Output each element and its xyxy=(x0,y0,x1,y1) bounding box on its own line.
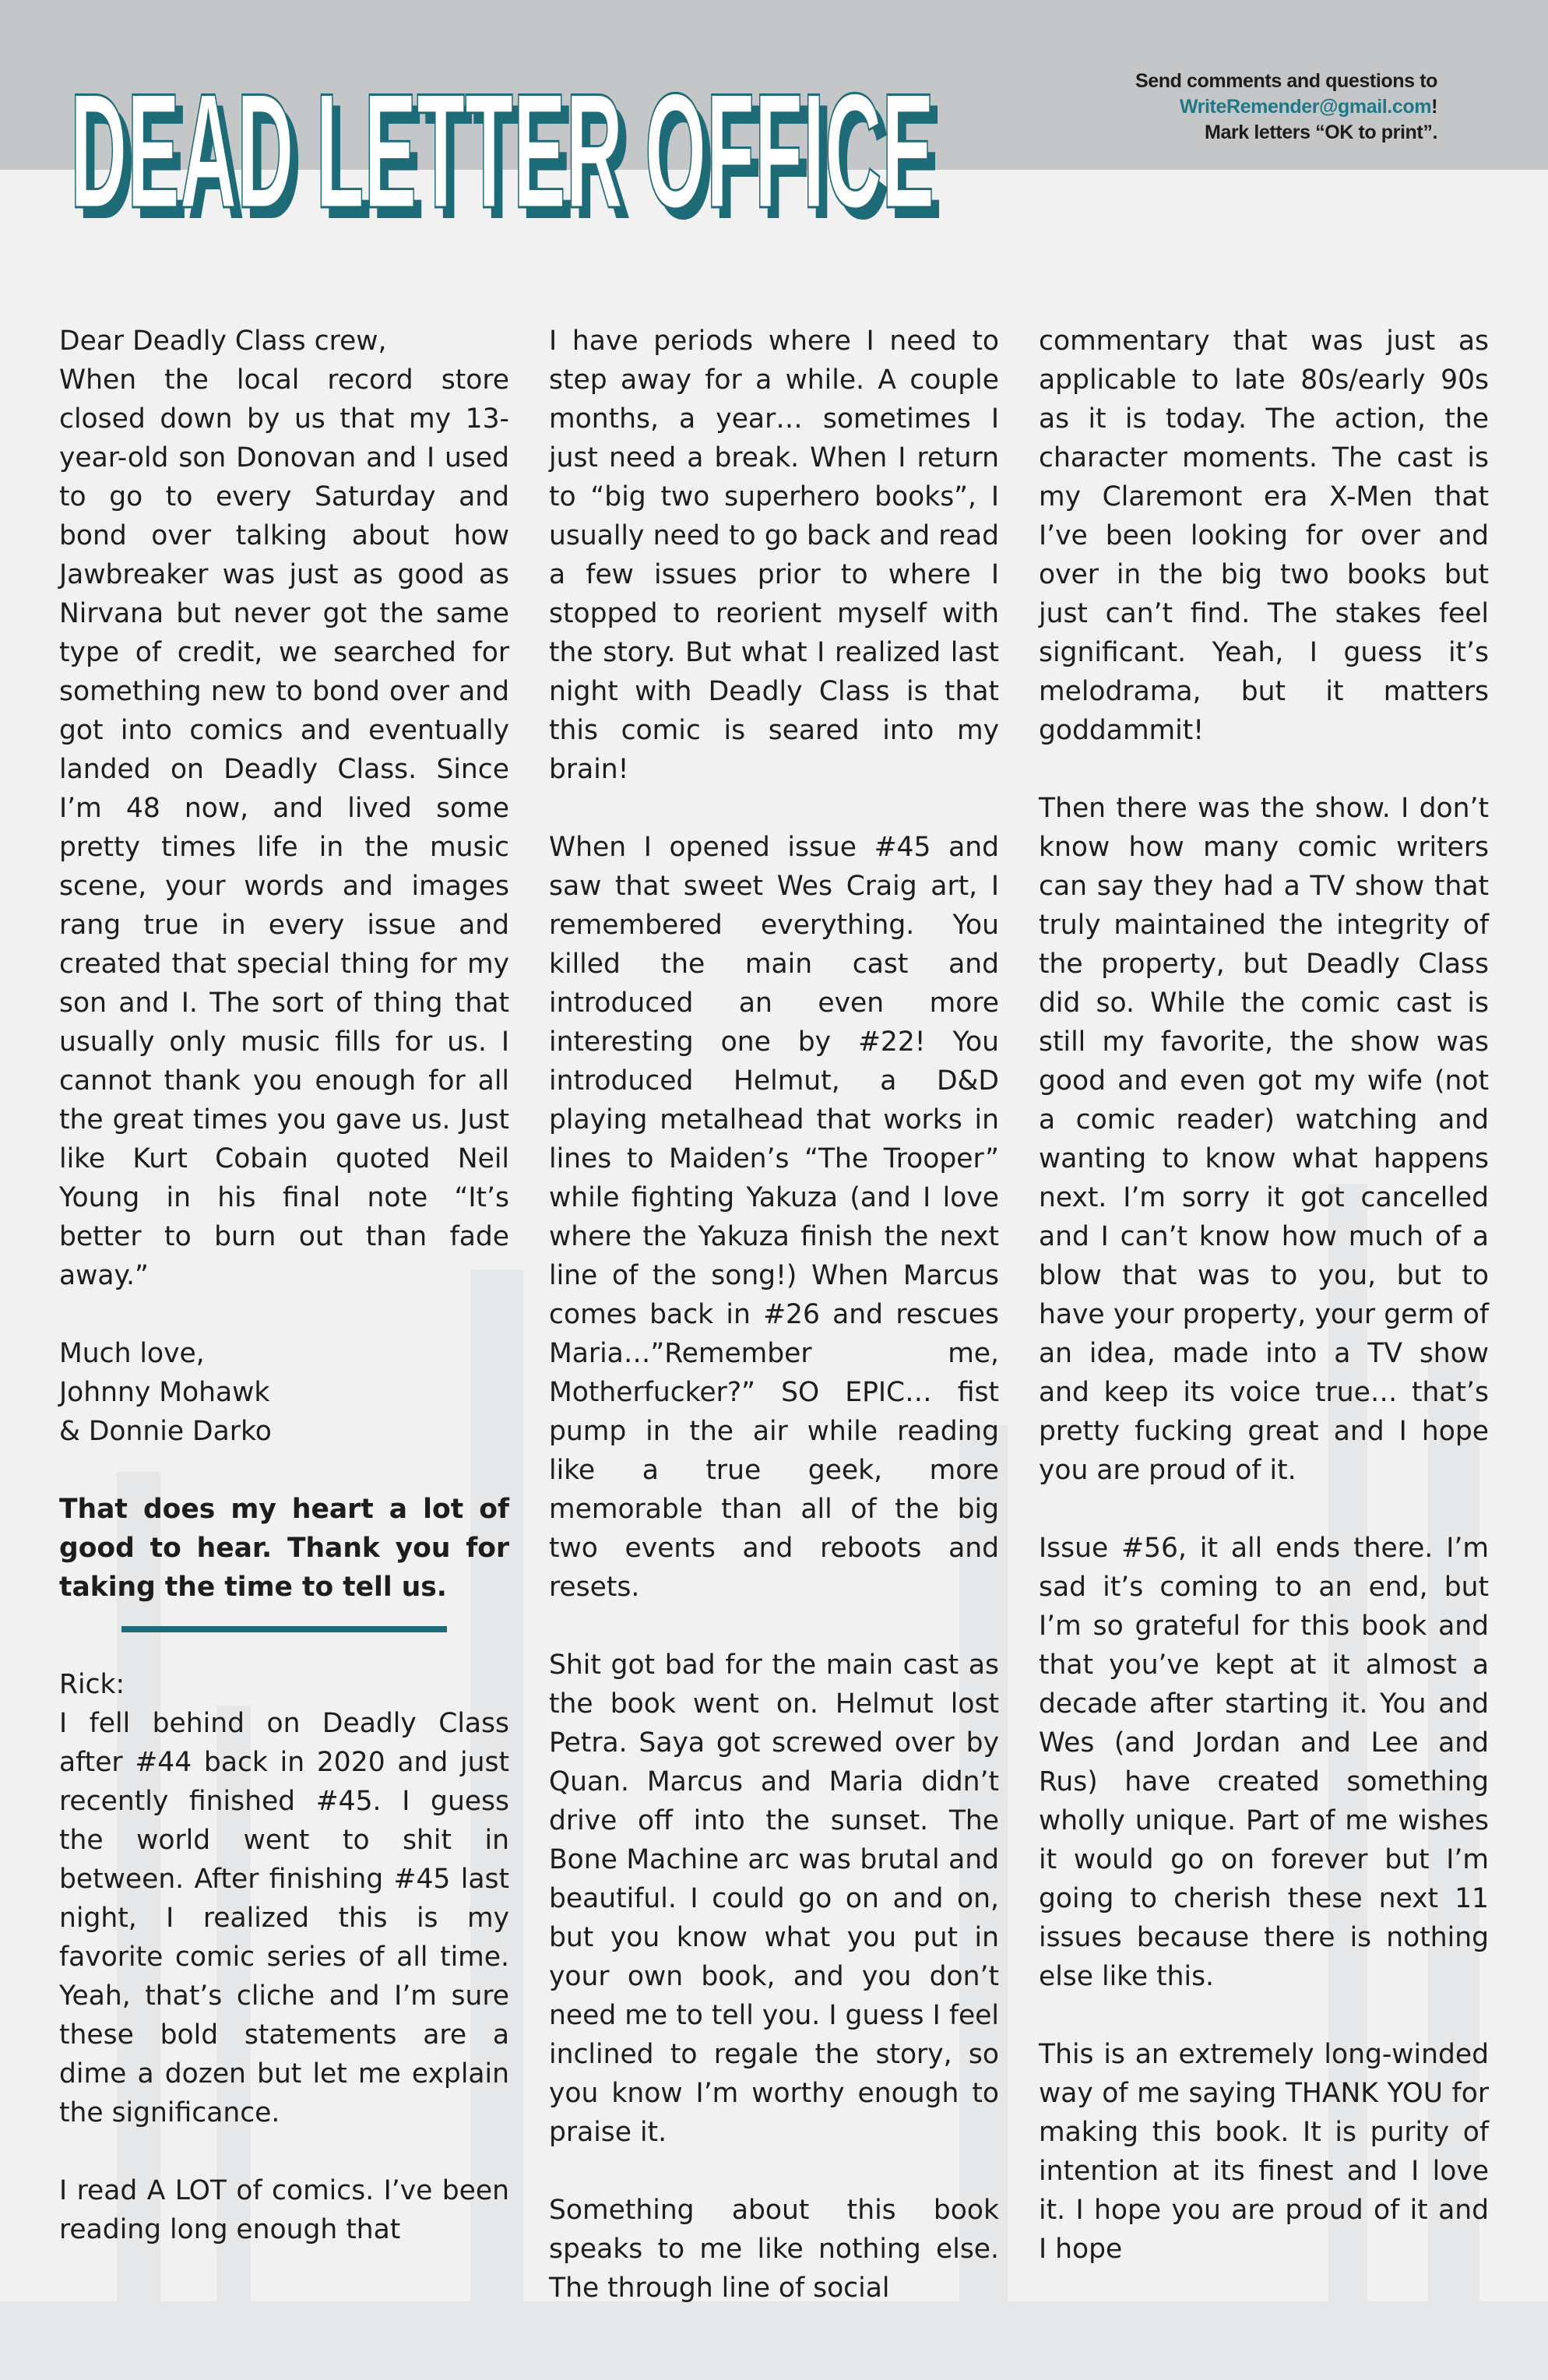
contact-line: Send comments and questions to xyxy=(1135,70,1437,92)
masthead-title-text: DEAD LETTER OFFICE xyxy=(70,59,934,242)
letter2-paragraph: When I opened issue #45 and saw that sweet Wes Craig art, I remembered everything. You killed the main cast and introduced an even more interesting one by #22! You introduced Helmut, a D&D playing metalhead that works in lines to Maiden’s “The Trooper” while fighting Yakuza (and I love where the Yakuza finish the next line of the song!) When Marcus comes back in #26 and rescues Maria…”Remember me, Motherfucker?” SO EPIC… fist pump in the air while reading like a true geek, more memorable than all of the big two events and reboots and resets. xyxy=(549,832,999,1603)
letter2-paragraph: I read A LOT of comics. I’ve been reading long enough that xyxy=(59,2175,509,2245)
letter1-signature: & Donnie Darko xyxy=(59,1416,272,1447)
text-column-3 xyxy=(1039,322,1489,2269)
letter1-salutation: Dear Deadly Class crew, xyxy=(59,326,387,357)
letter2-paragraph: Issue #56, it all ends there. I’m sad it’s coming to an end, but I’m so grateful for this book and that you’ve kept at it almost a decade after starting it. You and Wes (and Jordan and Lee and Rus) have created something wholly unique. Part of me wishes it would go on forever but I’m going to cherish these next 11 issues because there is nothing else like this. xyxy=(1039,1533,1489,1992)
letter2-salutation: Rick: xyxy=(59,1669,125,1700)
letter2-paragraph: I fell behind on Deadly Class after #44 back in 2020 and just recently finished #45. I guess the world went to shit in between. After finishing #45 last night, I realized this is my favorite comic series of all time. Yeah, that’s cliche and I’m sure these bold statements are a dime a dozen but let me explain the significance. xyxy=(59,1708,509,2128)
letter2-paragraph: commentary that was just as applicable to late 80s/early 90s as it is today. The action, the character moments. The cast is my Claremont era X-Men that I’ve been looking for over and over in the big two books but just can’t find. The stakes feel significant. Yeah, I guess it’s melodrama, but it matters goddammit! xyxy=(1039,326,1489,746)
contact-email-link[interactable]: WriteRemender@gmail.com xyxy=(1179,96,1432,118)
contact-email-line xyxy=(1001,94,1437,120)
letter2-paragraph: Shit got bad for the main cast as the book went on. Helmut lost Petra. Saya got screwed over by Quan. Marcus and Maria didn’t drive off into the sunset. The Bone Machine arc was brutal and beautiful. I could go on and on, but you know what you put in your own book, and you don’t need me to tell you. I guess I feel inclined to regale the story, so you know I’m worthy enough to praise it. xyxy=(549,1649,999,2148)
background-bar xyxy=(0,2301,1548,2380)
masthead-title xyxy=(67,31,955,249)
letter1-body: When the local record store closed down by us that my 13-year-old son Donovan and I used to go to every Saturday and bond over talking about how Jawbreaker was just as good as Nirvana but never got the same type of credit, we searched for something new to bond over and got into comics and eventually landed on Deadly Class. Since I’m 48 now, and lived some pretty times life in the music scene, your words and images rang true in every issue and created that special thing for my son and I. The sort of thing that usually only music fills for us. I cannot thank you enough for all the great times you gave us. Just like Kurt Cobain quoted Neil Young in his final note “It’s better to burn out than fade away.” xyxy=(59,364,509,1291)
section-divider xyxy=(121,1626,447,1632)
letter2-paragraph: Then there was the show. I don’t know how many comic writers can say they had a TV show that truly maintained the integrity of the property, but Deadly Class did so. While the comic cast is still my favorite, the show was good and even got my wife (not a comic reader) watching and wanting to know what happens next. I’m sorry it got cancelled and I can’t know how much of a blow that was to you, but to have your property, your germ of an idea, made into a TV show and keep its voice true… that’s pretty fucking great and I hope you are proud of it. xyxy=(1039,793,1489,1486)
contact-note: Mark letters “OK to print”. xyxy=(1205,121,1437,143)
letter2-paragraph: This is an extremely long-winded way of me saying THANK YOU for making this book. It is purity of intention at its finest and I love it. I hope you are proud of it and I hope xyxy=(1039,2039,1489,2265)
masthead-title-shadow: DEAD LETTER OFFICE xyxy=(78,70,942,249)
letter2-paragraph: I have periods where I need to step away for a while. A couple months, a year… sometimes I just need a break. When I return to “big two superhero books”, I usually need to go back and read a few issues prior to where I stopped to reorient myself with the story. But what I realized last night with Deadly Class is that this comic is seared into my brain! xyxy=(549,326,999,785)
contact-info xyxy=(1001,69,1437,146)
contact-email-suffix: ! xyxy=(1431,96,1437,118)
letter2-paragraph: Something about this book speaks to me like nothing else. The through line of social xyxy=(549,2195,999,2304)
letter1-signoff: Much love, xyxy=(59,1338,205,1369)
editor-reply: That does my heart a lot of good to hear. Thank you for taking the time to tell us. xyxy=(59,1494,509,1603)
text-column-2 xyxy=(549,322,999,2308)
letter1-signature: Johnny Mohawk xyxy=(59,1377,270,1408)
text-column-1 xyxy=(59,322,509,2249)
